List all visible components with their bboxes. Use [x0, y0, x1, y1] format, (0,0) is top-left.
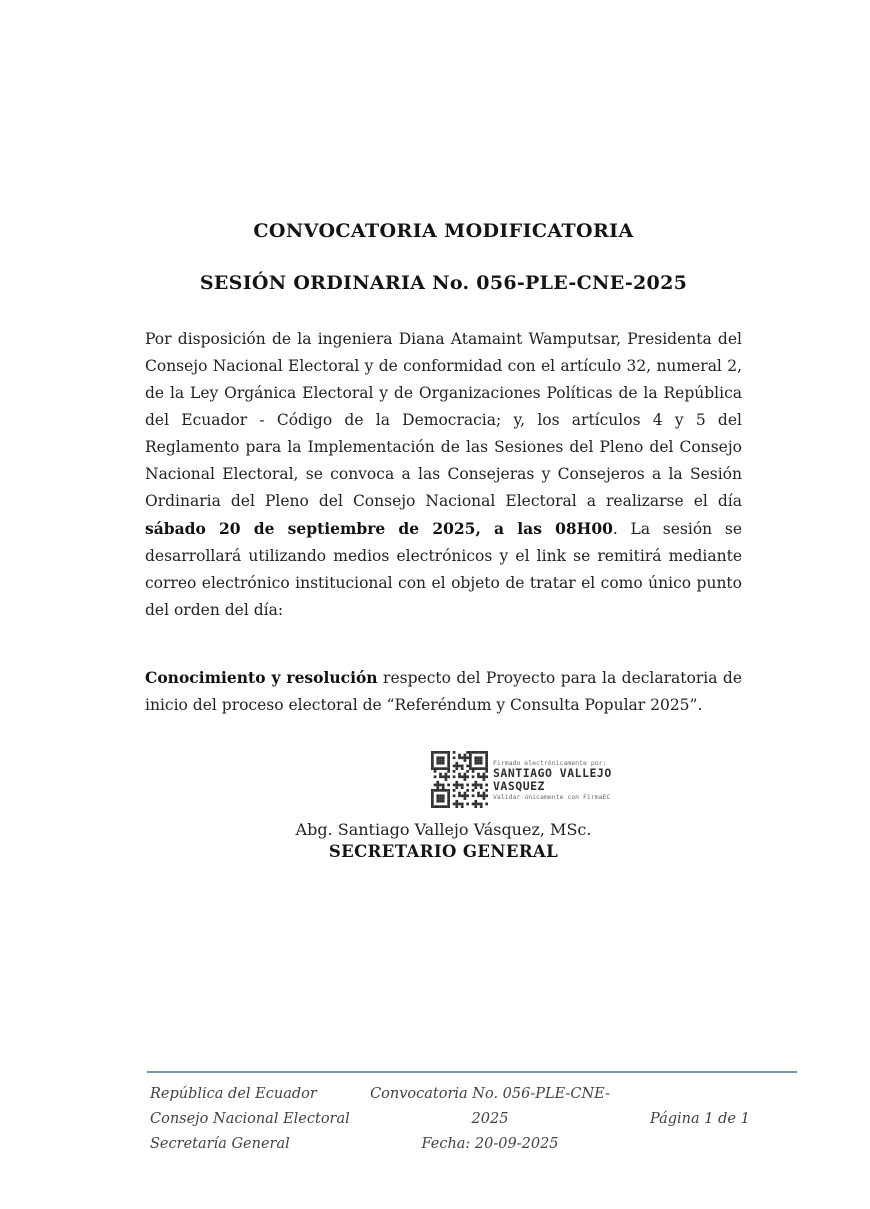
- signatory-role: SECRETARIO GENERAL: [328, 842, 559, 861]
- document-subtitle: SESIÓN ORDINARIA No. 056-PLE-CNE-2025: [199, 272, 688, 294]
- stamp-signed-by-label: Firmado electrónicamente por:: [493, 758, 607, 767]
- footer-convocatoria-number: Convocatoria No. 056-PLE-CNE-2025: [370, 1086, 610, 1127]
- footer-institution-block: [150, 1082, 350, 1157]
- stamp-text-block: [493, 759, 612, 801]
- paragraph-convocatoria-text-2: . La sesión se desarrollará utilizando medios electrónicos y el link se remitirá mediante correo electrónico institucional con el objeto de tratar el como único punto del orden del día:: [145, 520, 742, 619]
- paragraph-orden-del-dia-bold: Conocimiento y resolución: [145, 668, 378, 687]
- signatory-name: Abg. Santiago Vallejo Vásquez, MSc.: [295, 820, 592, 839]
- paragraph-orden-del-dia-text: respecto del Proyecto para la declaratoria de inicio del proceso electoral de “Referéndum y Consulta Popular 2025”.: [145, 669, 743, 714]
- paragraph-convocatoria-text-1: Por disposición de la ingeniera Diana Atamaint Wamputsar, Presidenta del Consejo Nacional Electoral y de conformidad con el artículo 32, numeral 2, de la Ley Orgánica Electoral y de Organizaciones Políticas de la República del Ecuador - Código de la Democracia; y, los artículos 4 y 5 del Reglamento para la Implementación de las Sesiones del Pleno del Consejo Nacional Electoral, se convoca a las Consejeras y Consejeros a la Sesión Ordinaria del Pleno del Consejo Nacional Electoral a realizarse el día: [145, 330, 742, 510]
- footer-date: Fecha: 20-09-2025: [421, 1136, 559, 1152]
- qr-code-stamp: [431, 751, 488, 808]
- document-body: [145, 219, 742, 862]
- paragraph-convocatoria: [145, 326, 742, 624]
- electronic-signature-stamp: [431, 751, 742, 808]
- footer-document-info-block: [352, 1082, 628, 1157]
- stamp-signer-name-line2: VASQUEZ: [493, 778, 545, 793]
- stamp-signer-name-line1: SANTIAGO VALLEJO: [493, 765, 612, 780]
- footer-secretaria-line: Secretaría General: [150, 1136, 290, 1152]
- document-title: CONVOCATORIA MODIFICATORIA: [253, 220, 634, 242]
- paragraph-orden-del-dia: [145, 664, 742, 719]
- footer-divider-line: [147, 1071, 797, 1073]
- paragraph-convocatoria-bold-date: sábado 20 de septiembre de 2025, a las 08H00: [145, 519, 613, 538]
- footer-cne-line: Consejo Nacional Electoral: [150, 1111, 350, 1127]
- qr-code-icon: [431, 751, 488, 808]
- footer-page-number: Página 1 de 1: [650, 1111, 750, 1127]
- footer-republic-line: República del Ecuador: [150, 1086, 317, 1102]
- stamp-validate-label: Validar únicamente con FirmaEC: [493, 792, 611, 801]
